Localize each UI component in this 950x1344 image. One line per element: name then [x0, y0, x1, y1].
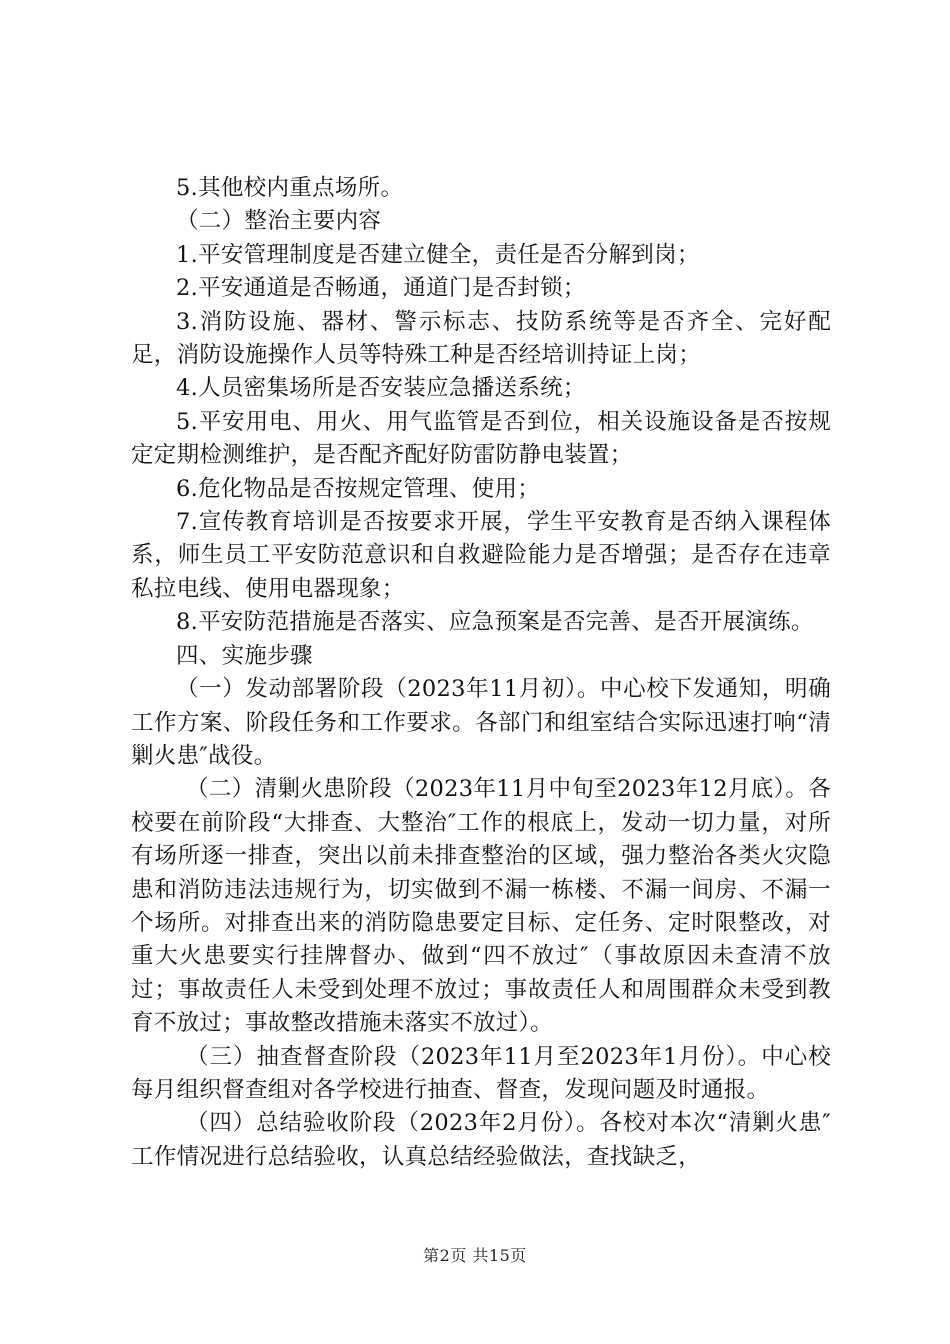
page-number-footer: 第2页 共15页: [423, 1246, 527, 1265]
paragraph: 4.人员密集场所是否安装应急播送系统；: [176, 375, 586, 402]
paragraph: （三）抽查督查阶段（2023年11月至2023年1月份）。中心校每月组织督查组对各学校进行抽查、督查，发现问题及时通报。: [131, 1043, 831, 1103]
paragraph: （四）总结验收阶段（2023年2月份）。各校对本次“清剿火患″工作情况进行总结验收，认真总结经验做法，查找缺乏，: [131, 1110, 831, 1170]
document-body: [131, 172, 831, 1174]
paragraph: 2.平安通道是否畅通，通道门是否封锁；: [176, 275, 586, 302]
paragraph: 8.平安防范措施是否落实、应急预案是否完善、是否开展演练。: [176, 609, 814, 636]
paragraph: 1.平安管理制度是否建立健全，责任是否分解到岗；: [176, 241, 700, 268]
paragraph: 5.平安用电、用火、用气监管是否到位，相关设施设备是否按规定定期检测维护，是否配齐配好防雷防静电装置；: [131, 408, 831, 469]
section-heading: （二）整治主要内容: [176, 208, 382, 235]
paragraph: （一）发动部署阶段（2023年11月初）。中心校下发通知，明确工作方案、阶段任务和工作要求。各部门和组室结合实际迅速打响“清剿火患″战役。: [131, 676, 831, 769]
paragraph: 3.消防设施、器材、警示标志、技防系统等是否齐全、完好配足，消防设施操作人员等特殊工种是否经培训持证上岗；: [131, 308, 831, 369]
paragraph: 5.其他校内重点场所。: [176, 175, 404, 201]
paragraph: 7.宣传教育培训是否按要求开展，学生平安教育是否纳入课程体系，师生员工平安防范意识和自救避险能力是否增强；是否存在违章私拉电线、使用电器现象；: [131, 509, 831, 602]
paragraph: 6.危化物品是否按规定管理、使用；: [176, 475, 541, 502]
paragraph: （二）清剿火患阶段（2023年11月中旬至2023年12月底）。各校要在前阶段“大排查、大整治″工作的根底上，发动一切力量，对所有场所逐一排查，突出以前未排查整治的区域，强力整治各类火灾隐患和消防违法违规行为，切实做到不漏一栋楼、不漏一间房、不漏一个场所。对排查出来的消防隐患要定目标、定任务、定时限整改，对重大火患要实行挂牌督办、做到“四不放过″（事故原因未查清不放过；事故责任人未受到处理不放过；事故责任人和周围群众未受到教育不放过；事故整改措施未落实不放过）。: [131, 776, 831, 1037]
section-heading: 四、实施步骤: [176, 642, 313, 669]
